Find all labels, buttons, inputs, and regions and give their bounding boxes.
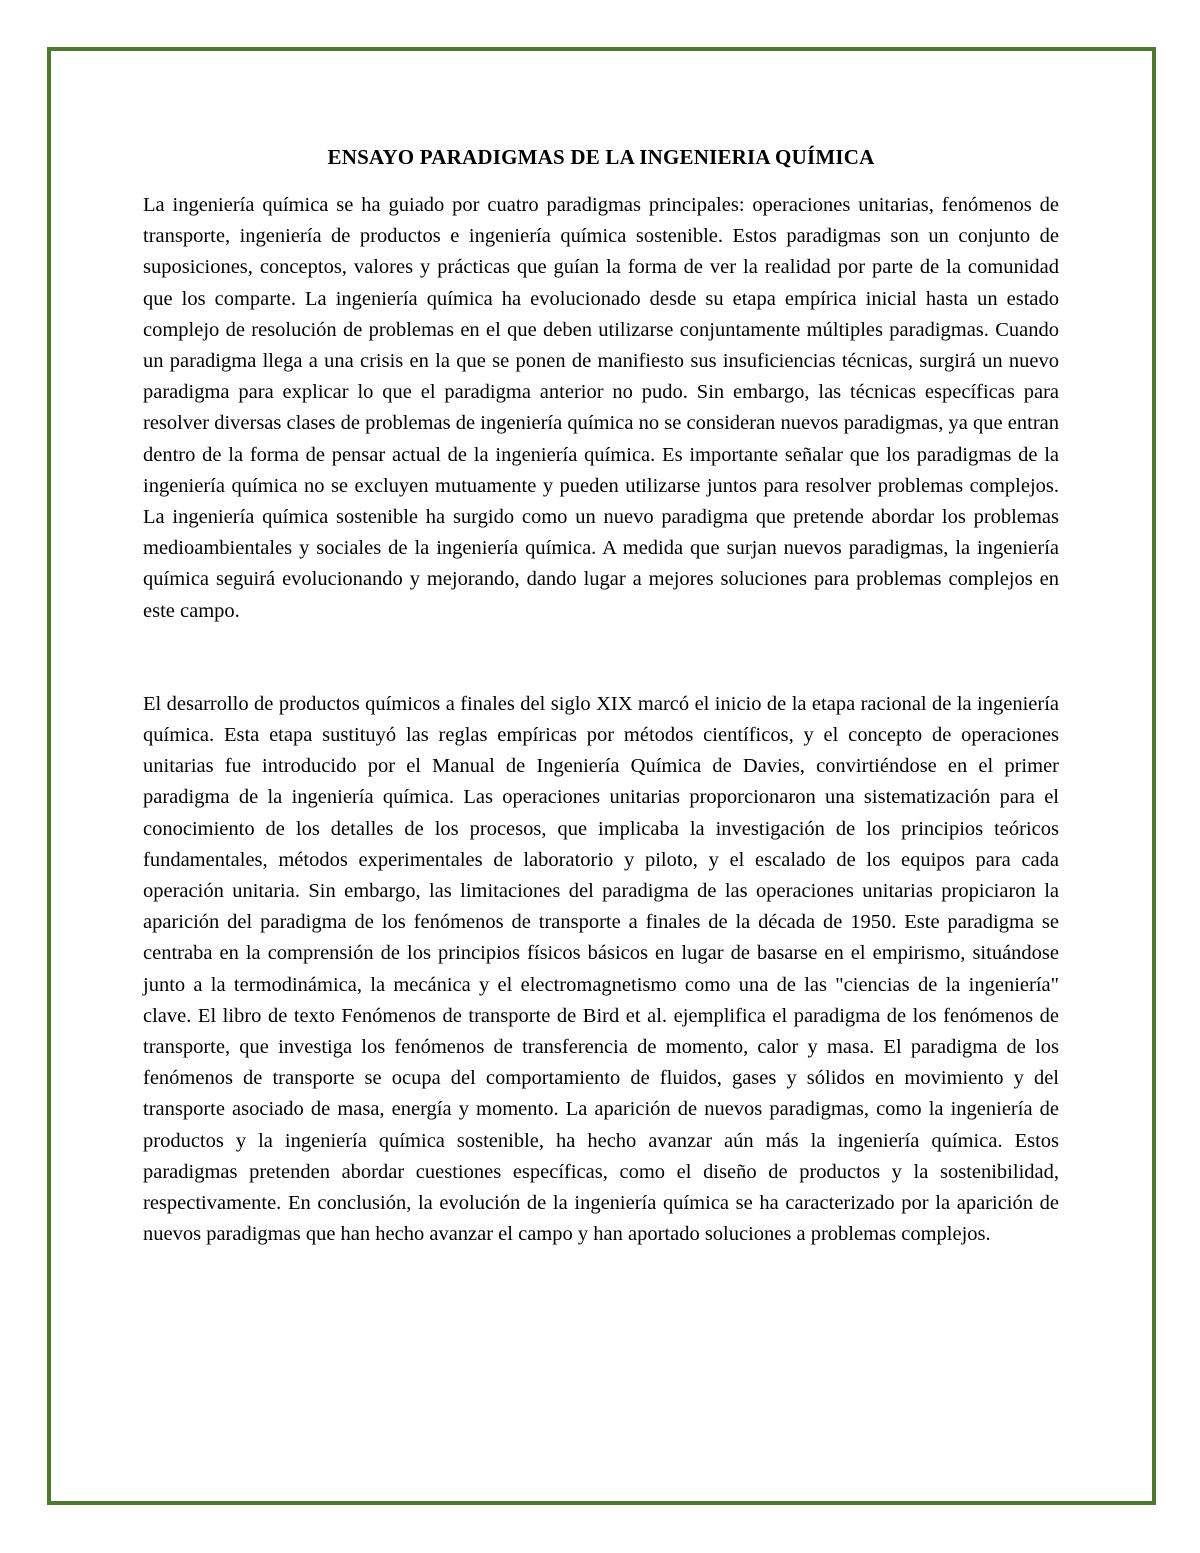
document-title: ENSAYO PARADIGMAS DE LA INGENIERIA QUÍMICA bbox=[327, 145, 875, 169]
document-body bbox=[143, 142, 1059, 1251]
paragraph-2: El desarrollo de productos químicos a finales del siglo XIX marcó el inicio de la etapa racional de la ingeniería química. Esta etapa sustituyó las reglas empíricas por métodos científicos, y el concepto de operaciones unitarias fue introducido por el Manual de Ingeniería Química de Davies, convirtiéndose en el primer paradigma de la ingeniería química. Las operaciones unitarias proporcionaron una sistematización para el conocimiento de los detalles de los procesos, que implicaba la investigación de los principios teóricos fundamentales, métodos experimentales de laboratorio y piloto, y el escalado de los equipos para cada operación unitaria. Sin embargo, las limitaciones del paradigma de las operaciones unitarias propiciaron la aparición del paradigma de los fenómenos de transporte a finales de la década de 1950. Este paradigma se centraba en la comprensión de los principios físicos básicos en lugar de basarse en el empirismo, situándose junto a la termodinámica, la mecánica y el electromagnetismo como una de las "ciencias de la ingeniería" clave. El libro de texto Fenómenos de transporte de Bird et al. ejemplifica el paradigma de los fenómenos de transporte, que investiga los fenómenos de transferencia de momento, calor y masa. El paradigma de los fenómenos de transporte se ocupa del comportamiento de fluidos, gases y sólidos en movimiento y del transporte asociado de masa, energía y momento. La aparición de nuevos paradigmas, como la ingeniería de productos y la ingeniería química sostenible, ha hecho avanzar aún más la ingeniería química. Estos paradigmas pretenden abordar cuestiones específicas, como el diseño de productos y la sostenibilidad, respectivamente. En conclusión, la evolución de la ingeniería química se ha caracterizado por la aparición de nuevos paradigmas que han hecho avanzar el campo y han aportado soluciones a problemas complejos. bbox=[143, 692, 1059, 1246]
paragraph-1: La ingeniería química se ha guiado por cuatro paradigmas principales: operaciones unitarias, fenómenos de transporte, ingeniería de productos e ingeniería química sostenible. Estos paradigmas son un conjunto de suposiciones, conceptos, valores y prácticas que guían la forma de ver la realidad por parte de la comunidad que los comparte. La ingeniería química ha evolucionado desde su etapa empírica inicial hasta un estado complejo de resolución de problemas en el que deben utilizarse conjuntamente múltiples paradigmas. Cuando un paradigma llega a una crisis en la que se ponen de manifiesto sus insuficiencias técnicas, surgirá un nuevo paradigma para explicar lo que el paradigma anterior no pudo. Sin embargo, las técnicas específicas para resolver diversas clases de problemas de ingeniería química no se consideran nuevos paradigmas, ya que entran dentro de la forma de pensar actual de la ingeniería química. Es importante señalar que los paradigmas de la ingeniería química no se excluyen mutuamente y pueden utilizarse juntos para resolver problemas complejos. La ingeniería química sostenible ha surgido como un nuevo paradigma que pretende abordar los problemas medioambientales y sociales de la ingeniería química. A medida que surjan nuevos paradigmas, la ingeniería química seguirá evolucionando y mejorando, dando lugar a mejores soluciones para problemas complejos en este campo. bbox=[143, 194, 1059, 622]
